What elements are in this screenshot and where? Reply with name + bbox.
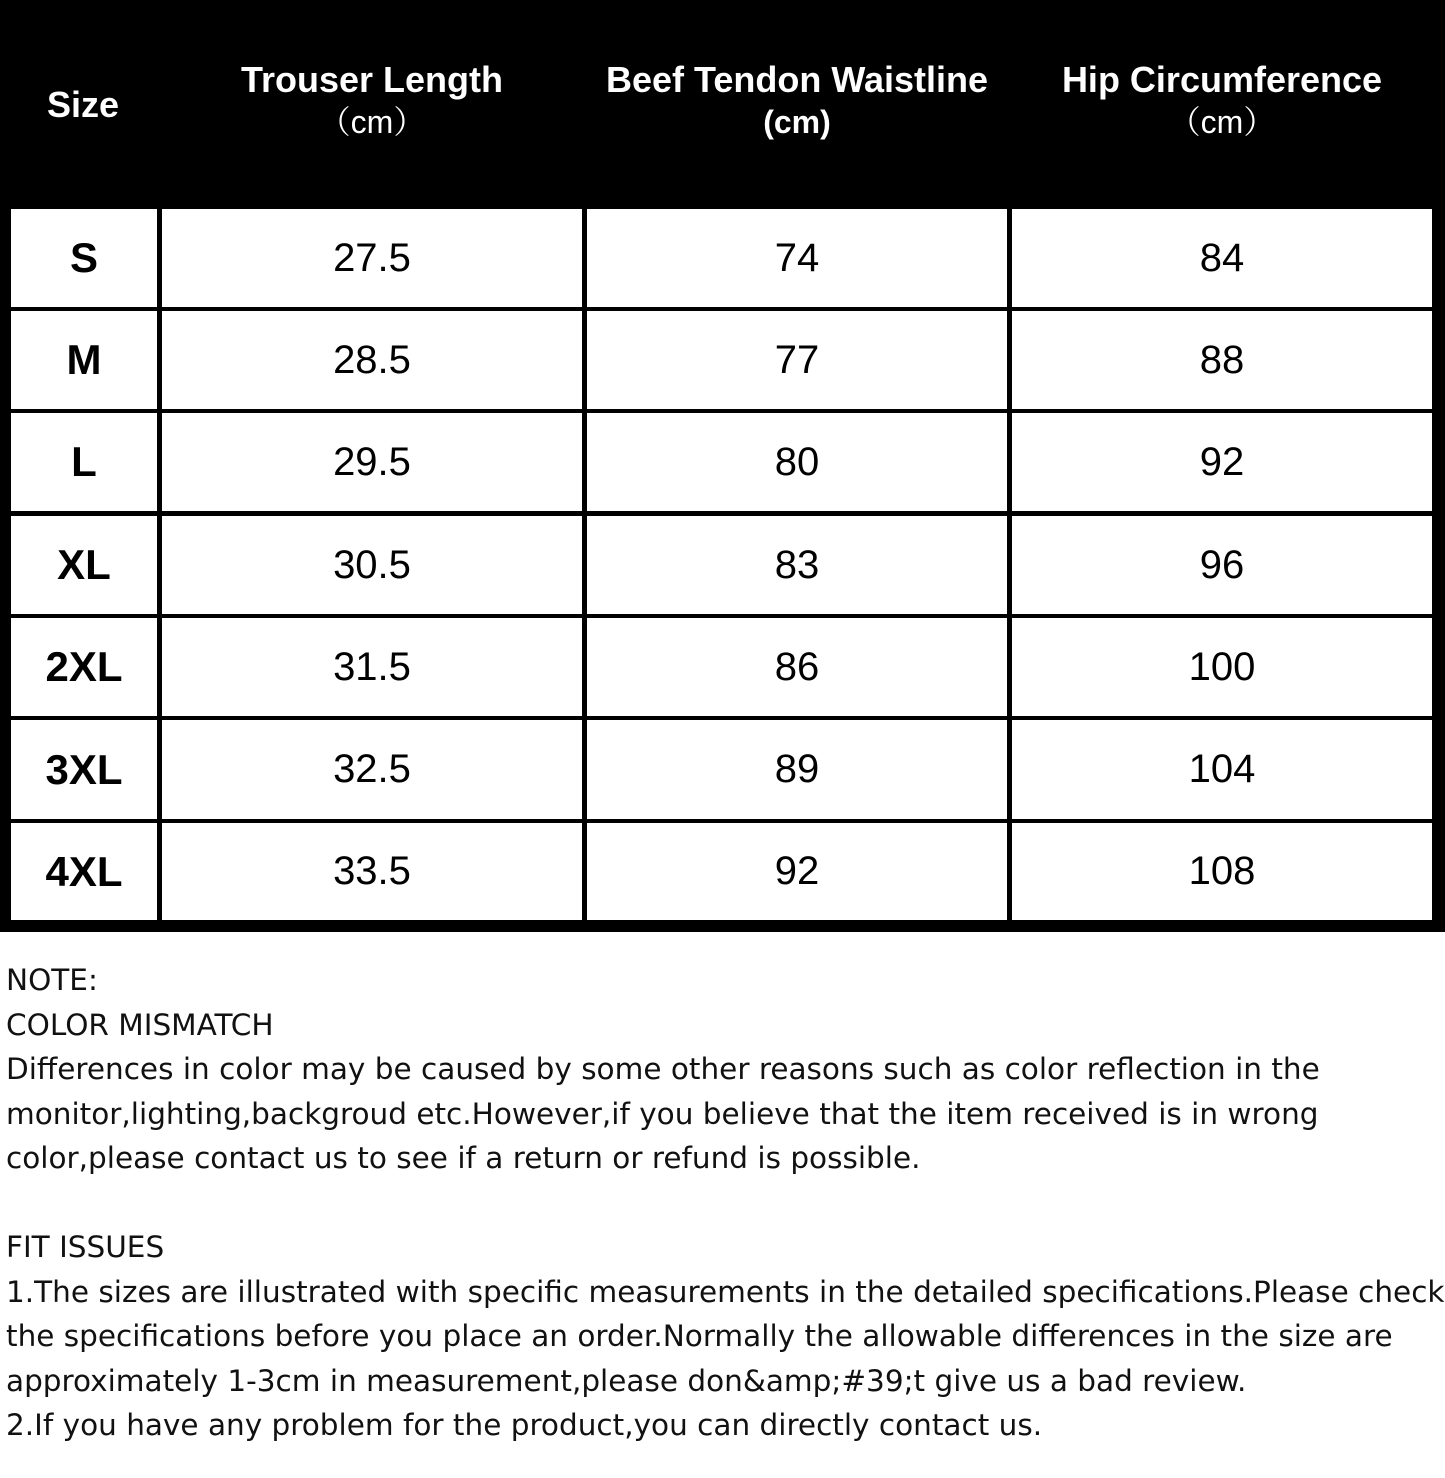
table-cell-waistline: 74 bbox=[587, 209, 1007, 307]
color-mismatch-line: Differences in color may be caused by some other reasons such as color reflection in the bbox=[6, 1052, 1320, 1086]
header-hip-label: Hip Circumference bbox=[1061, 58, 1383, 100]
table-cell-trouser-length: 33.5 bbox=[162, 823, 582, 920]
table-row-size: S bbox=[11, 209, 157, 307]
table-cell-trouser-length: 30.5 bbox=[162, 516, 582, 614]
header-trouser-length bbox=[162, 5, 582, 204]
table-cell-trouser-length: 31.5 bbox=[162, 618, 582, 716]
table-cell-hip: 96 bbox=[1012, 516, 1432, 614]
header-hip-unit: （cm） bbox=[1168, 103, 1276, 140]
table-cell-hip: 88 bbox=[1012, 311, 1432, 409]
fit-issues-line: 1.The sizes are illustrated with specific measurements in the detailed specifications.Please check bbox=[6, 1274, 1445, 1309]
table-cell-hip: 104 bbox=[1012, 720, 1432, 819]
table-row-size: 3XL bbox=[11, 720, 157, 819]
color-mismatch-line: color,please contact us to see if a return or refund is possible. bbox=[6, 1141, 921, 1175]
table-cell-waistline: 80 bbox=[587, 413, 1007, 511]
table-row-size: M bbox=[11, 311, 157, 409]
table-cell-waistline: 77 bbox=[587, 311, 1007, 409]
header-waistline bbox=[587, 5, 1007, 204]
table-cell-waistline: 89 bbox=[587, 720, 1007, 819]
color-mismatch-line: monitor,lighting,backgroud etc.However,if you believe that the item received is in wrong bbox=[6, 1096, 1319, 1131]
notes-section bbox=[6, 958, 1445, 1448]
table-cell-trouser-length: 27.5 bbox=[162, 209, 582, 307]
fit-issues-line: approximately 1-3cm in measurement,please don&amp;#39;t give us a bad review. bbox=[6, 1363, 1247, 1398]
table-row-size: L bbox=[11, 413, 157, 511]
color-mismatch-title: COLOR MISMATCH bbox=[6, 1007, 274, 1042]
table-cell-trouser-length: 29.5 bbox=[162, 413, 582, 511]
header-waistline-label: Beef Tendon Waistline bbox=[605, 58, 989, 100]
table-row-size: 2XL bbox=[11, 618, 157, 716]
table-cell-hip: 108 bbox=[1012, 823, 1432, 920]
header-size-label: Size bbox=[46, 83, 120, 125]
table-row-size: 4XL bbox=[11, 823, 157, 920]
table-cell-hip: 100 bbox=[1012, 618, 1432, 716]
fit-issues-line: 2.If you have any problem for the product,you can directly contact us. bbox=[6, 1408, 1043, 1442]
table-cell-waistline: 83 bbox=[587, 516, 1007, 614]
note-label: NOTE: bbox=[6, 963, 98, 997]
notes-spacer bbox=[6, 1181, 1436, 1226]
table-cell-hip: 92 bbox=[1012, 413, 1432, 511]
fit-issues-title: FIT ISSUES bbox=[6, 1230, 165, 1264]
table-cell-trouser-length: 32.5 bbox=[162, 720, 582, 819]
table-row-size: XL bbox=[11, 516, 157, 614]
header-trouser-length-unit: （cm） bbox=[318, 103, 426, 140]
header-hip bbox=[1012, 5, 1432, 204]
table-cell-trouser-length: 28.5 bbox=[162, 311, 582, 409]
table-cell-hip: 84 bbox=[1012, 209, 1432, 307]
table-cell-waistline: 86 bbox=[587, 618, 1007, 716]
table-cell-waistline: 92 bbox=[587, 823, 1007, 920]
header-trouser-length-label: Trouser Length bbox=[240, 58, 504, 100]
fit-issues-line: the specifications before you place an order.Normally the allowable differences in the size are bbox=[6, 1319, 1393, 1353]
header-waistline-unit: (cm) bbox=[763, 103, 831, 140]
header-size bbox=[9, 5, 157, 204]
